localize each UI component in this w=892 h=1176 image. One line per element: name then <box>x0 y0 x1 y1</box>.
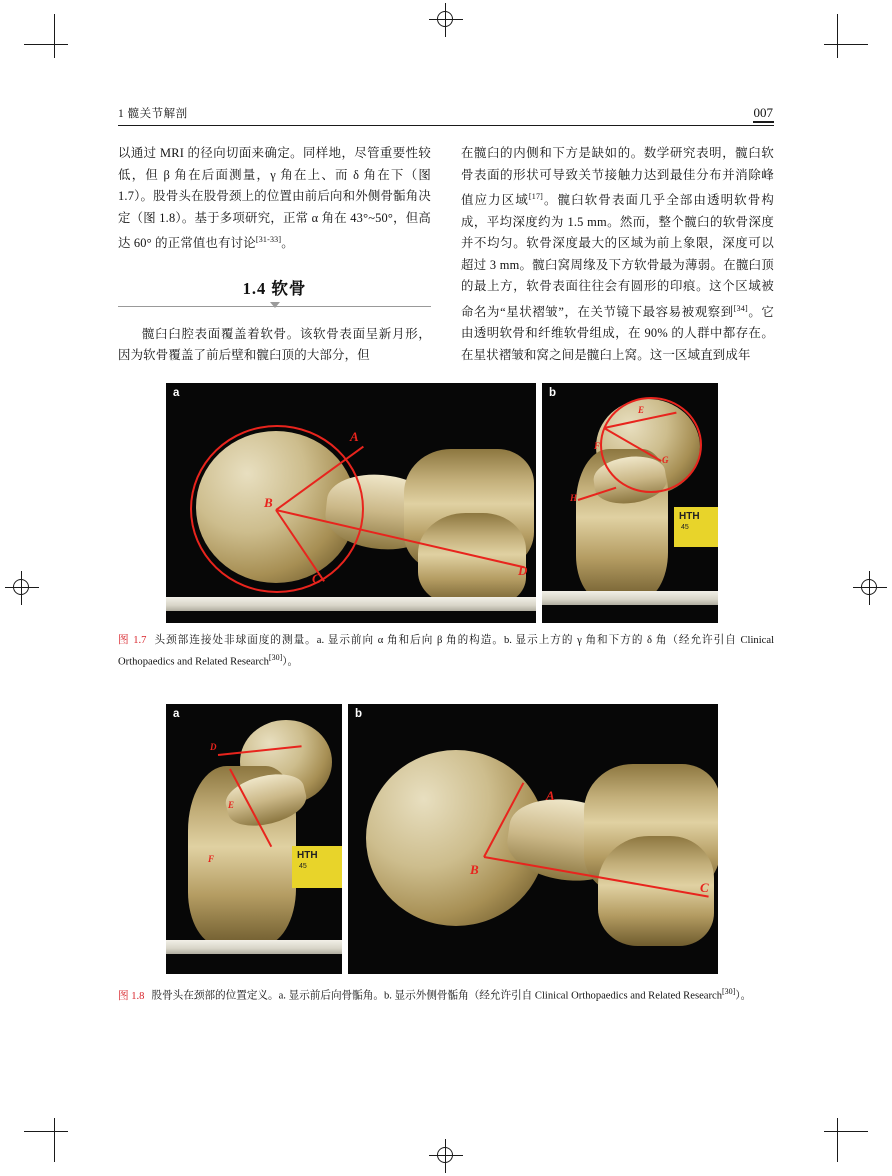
figure-1-7-panel-a <box>166 383 536 623</box>
paragraph-right-1 <box>461 143 774 366</box>
paragraph-left-1-end: 。 <box>281 236 294 251</box>
figure-1-7-caption-reference: [30] <box>268 652 283 662</box>
paragraph-right-1b: 。髋臼软骨表面几乎全部由透明软骨构成，平均深度约为 1.5 mm。然而，整个髋臼的软骨深度并不均匀。软骨深度最大的区域为前上象限，深度可以超过 3 mm。髋臼窝周缘及下方软骨最为薄弱。在髋臼顶的最上方，软骨表面往往会有圆形的印痕。这个区域被命名为“星状褶皱”，在关节镜下最容易被观察到 <box>461 193 774 319</box>
triangle-ornament-icon <box>270 302 280 308</box>
marker-label-d: D <box>518 562 528 578</box>
marker-label-h: H <box>570 492 578 503</box>
figure-1-8-panels <box>166 704 774 974</box>
panel-letter-b: b <box>355 708 363 721</box>
marker-label-b: B <box>264 494 273 510</box>
sticky-note-line1: HTH <box>679 510 700 522</box>
crop-mark-bottom-left <box>24 1118 68 1162</box>
sticky-note <box>674 507 718 547</box>
running-head <box>118 104 774 126</box>
figure-1-8-caption-reference: [30] <box>722 987 736 997</box>
marker-label-b: B <box>470 862 479 878</box>
sticky-note-line1: HTH <box>297 850 318 862</box>
figure-1-8-panel-a <box>166 704 342 974</box>
marker-label-a: A <box>546 788 555 804</box>
paragraph-right-1a: 在髋臼的内侧和下方是缺如的。数学研究表明，髋臼软骨表面的形状可导致关节接触力达到最佳分布并消除峰值应力区域 <box>461 146 774 208</box>
section-heading <box>118 275 431 299</box>
paragraph-right-1c: 。它由透明软骨和纤维软骨组成，在 90% 的人群中都存在。在星状褶皱和窝之间是髋臼上窝。这一区域直到成年 <box>461 304 774 362</box>
femoral-shaft-shape <box>418 513 526 605</box>
marker-circle <box>600 397 702 493</box>
running-head-title: 1 髋关节解剖 <box>118 108 188 120</box>
figure-1-8-caption <box>118 983 774 1005</box>
figure-1-8-panel-b <box>348 704 718 974</box>
paragraph-left-2: 髋臼臼腔表面覆盖着软骨。该软骨表面呈新月形，因为软骨覆盖了前后壁和髋臼顶的大部分，但 <box>118 326 431 363</box>
sticky-note-line2: 45 <box>299 863 307 871</box>
sticky-note-line2: 45 <box>681 523 689 531</box>
figure-1-7-panels <box>166 383 774 623</box>
marker-label-e: E <box>228 800 235 811</box>
crop-mark-bottom-right <box>824 1118 868 1162</box>
ruler-shape <box>166 597 536 611</box>
registration-mark-right-icon <box>853 571 887 605</box>
body-columns <box>118 143 774 367</box>
crop-mark-top-right <box>824 14 868 58</box>
reference-34: [34] <box>733 303 748 313</box>
registration-mark-left-icon <box>5 571 39 605</box>
reference-31-33: [31-33] <box>255 235 282 244</box>
figure-1-8-caption-tail: ）。 <box>735 990 752 1002</box>
marker-label-d: D <box>210 742 217 753</box>
figure-1-7 <box>118 383 774 671</box>
panel-letter-b: b <box>549 386 557 399</box>
figure-1-8 <box>118 704 774 1005</box>
marker-label-g: G <box>662 454 669 465</box>
femoral-shaft-shape <box>598 836 714 946</box>
figure-1-7-panel-b <box>542 383 718 623</box>
marker-label-c: C <box>312 570 321 586</box>
figure-1-8-caption-text: 股骨头在颈部的位置定义。a. 显示前后向骨骺角。b. 显示外侧骨骺角（经允许引自 Clinical Orthopaedics and Related Research <box>151 990 722 1002</box>
marker-label-f: F <box>594 440 601 451</box>
section-heading-text: 1.4 软骨 <box>242 278 307 298</box>
registration-mark-bottom-icon <box>429 1139 463 1173</box>
figure-1-7-caption-tail: ）。 <box>282 656 299 668</box>
sticky-note <box>292 846 342 888</box>
figure-1-7-caption-text: 头颈部连接处非球面度的测量。a. 显示前向 α 角和后向 β 角的构造。b. 显示上方的 γ 角和下方的 δ 角（经允许引自 Clinical Orthopaedics and Related Research <box>118 634 775 668</box>
marker-label-a: A <box>350 428 359 444</box>
panel-letter-a: a <box>173 386 180 399</box>
registration-mark-top-icon <box>429 3 463 37</box>
marker-label-c: C <box>700 880 709 896</box>
figure-1-7-caption-label: 图 1.7 <box>118 634 147 646</box>
ruler-shape <box>166 940 342 954</box>
crop-mark-top-left <box>24 14 68 58</box>
figure-1-8-caption-label: 图 1.8 <box>118 990 145 1002</box>
section-heading-rule <box>118 302 431 311</box>
marker-label-f: F <box>208 854 215 865</box>
marker-label-e: E <box>638 404 645 415</box>
column-left <box>118 143 431 367</box>
ruler-shape <box>542 591 718 605</box>
paragraph-left-1 <box>118 143 431 255</box>
page-content <box>118 104 774 1005</box>
column-right <box>461 143 774 367</box>
figure-1-7-caption <box>118 632 774 671</box>
page-number: 007 <box>753 106 775 123</box>
panel-letter-a: a <box>173 708 180 721</box>
reference-17: [17] <box>528 192 544 201</box>
paragraph-left-1-text: 以通过 MRI 的径向切面来确定。同样地，尽管重要性较低，但 β 角在后面测量，γ 角在上、而 δ 角在下（图 1.7）。股骨头在股骨颈上的位置由前后向和外侧骨骺角决定（图 1.8）。基于多项研究，正常 α 角在 43°~50°，但高达 60° 的正常值也有讨论 <box>118 146 431 251</box>
